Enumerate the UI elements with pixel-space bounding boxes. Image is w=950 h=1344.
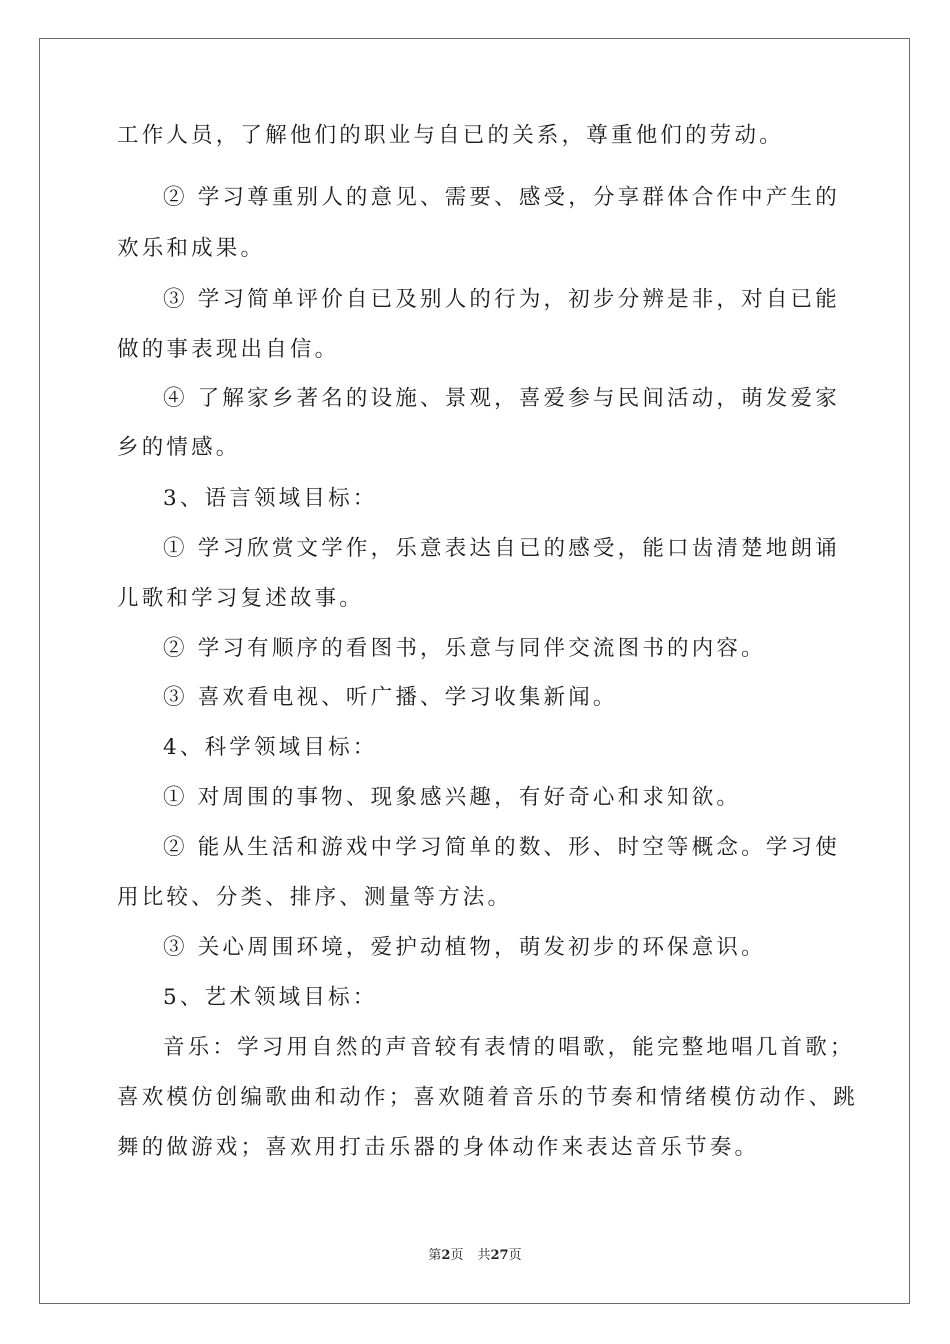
- text-line: 舞的做游戏；喜欢用打击乐器的身体动作来表达音乐节奏。: [117, 1135, 760, 1160]
- text-line: 用比较、分类、排序、测量等方法。: [117, 885, 513, 910]
- page-total: 27: [490, 1248, 509, 1263]
- total-suffix: 页: [508, 1248, 522, 1263]
- section-heading: 4、科学领域目标：: [163, 735, 378, 760]
- section-heading: 5、艺术领域目标：: [163, 985, 378, 1010]
- text-line: ② 学习尊重别人的意见、需要、感受，分享群体合作中产生的: [163, 185, 840, 210]
- text-line: ③ 喜欢看电视、听广播、学习收集新闻。: [163, 685, 618, 710]
- page-suffix: 页: [450, 1248, 464, 1263]
- text-line: 工作人员，了解他们的职业与自已的关系，尊重他们的劳动。: [117, 123, 784, 148]
- text-line: 欢乐和成果。: [117, 236, 266, 261]
- text-line: 音乐：学习用自然的声音较有表情的唱歌，能完整地唱几首歌；: [163, 1035, 855, 1060]
- text-line: ① 学习欣赏文学作，乐意表达自已的感受，能口齿清楚地朗诵: [163, 536, 840, 561]
- text-line: 儿歌和学习复述故事。: [117, 586, 365, 611]
- text-line: ② 学习有顺序的看图书，乐意与同伴交流图书的内容。: [163, 636, 766, 661]
- page-prefix: 第: [428, 1248, 442, 1263]
- text-line: ② 能从生活和游戏中学习简单的数、形、时空等概念。学习使: [163, 835, 840, 860]
- text-line: 乡的情感。: [117, 435, 241, 460]
- page-frame: [39, 38, 910, 1304]
- total-prefix: 共: [477, 1248, 491, 1263]
- section-heading: 3、语言领域目标：: [163, 486, 378, 511]
- text-line: ③ 关心周围环境，爱护动植物，萌发初步的环保意识。: [163, 935, 766, 960]
- page-footer: [0, 1247, 950, 1265]
- text-line: ① 对周围的事物、现象感兴趣，有好奇心和求知欲。: [163, 785, 742, 810]
- page-current: 2: [441, 1248, 451, 1263]
- text-line: 喜欢模仿创编歌曲和动作；喜欢随着音乐的节奏和情绪模仿动作、跳: [117, 1085, 859, 1110]
- text-line: ③ 学习简单评价自已及别人的行为，初步分辨是非，对自已能: [163, 287, 840, 312]
- text-line: 做的事表现出自信。: [117, 337, 340, 362]
- text-line: ④ 了解家乡著名的设施、景观，喜爱参与民间活动，萌发爱家: [163, 386, 840, 411]
